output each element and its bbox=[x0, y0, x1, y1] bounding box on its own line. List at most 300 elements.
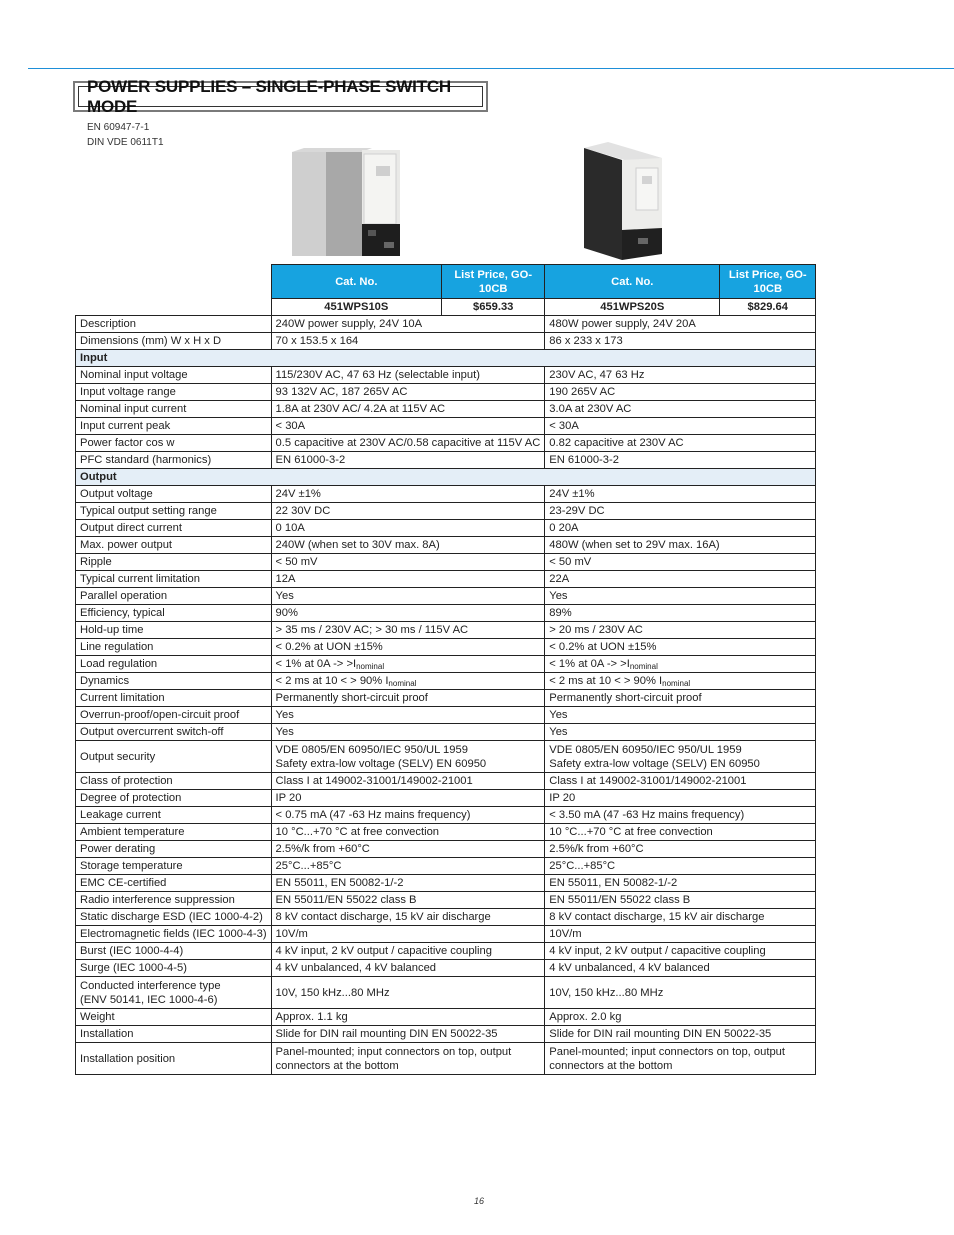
spec-value-451wps20s bbox=[545, 824, 816, 841]
spec-label bbox=[76, 858, 272, 875]
spec-label-text: Degree of protection bbox=[80, 792, 182, 804]
spec-label bbox=[76, 605, 272, 622]
spec-row bbox=[76, 858, 816, 875]
spec-label bbox=[76, 367, 272, 384]
top-rule bbox=[28, 68, 954, 69]
spec-label-text: Efficiency, typical bbox=[80, 607, 165, 619]
spec-value-451wps20s bbox=[545, 401, 816, 418]
spec-value-451wps10s bbox=[271, 503, 545, 520]
spec-value-451wps10s-text: Permanently short-circuit proof bbox=[275, 692, 428, 704]
spec-value-451wps10s bbox=[271, 486, 545, 503]
spec-value-451wps20s bbox=[545, 773, 816, 790]
cat-no-header: Cat. No. bbox=[271, 265, 442, 299]
spec-label-text: Radio interference suppression bbox=[80, 894, 235, 906]
spec-value-451wps20s-text: 10V, 150 kHz...80 MHz bbox=[549, 986, 664, 999]
standard-item: DIN VDE 0611T1 bbox=[87, 137, 164, 148]
spec-row bbox=[76, 571, 816, 588]
spec-value-451wps10s-text: Panel-mounted; input connectors on top, output bbox=[275, 1045, 512, 1058]
spec-label-text: Typical output setting range bbox=[80, 505, 217, 517]
spec-row bbox=[76, 537, 816, 554]
spec-value-451wps20s-text: 24V ±1% bbox=[549, 488, 595, 500]
spec-value-451wps20s-text: Panel-mounted; input connectors on top, output bbox=[549, 1045, 785, 1058]
spec-label bbox=[76, 673, 272, 690]
spec-value-451wps20s bbox=[545, 790, 816, 807]
spec-row bbox=[76, 333, 816, 350]
spec-label-text: Dynamics bbox=[80, 675, 130, 687]
spec-label-text: Input voltage range bbox=[80, 386, 176, 398]
spec-label-text: Load regulation bbox=[80, 658, 158, 670]
spec-value-451wps10s-text: IP 20 bbox=[275, 792, 302, 804]
spec-value-451wps20s-text: 480W (when set to 29V max. 16A) bbox=[549, 539, 720, 551]
spec-label-text: Nominal input current bbox=[80, 403, 187, 415]
spec-label-text: Parallel operation bbox=[80, 590, 168, 602]
spec-value-451wps20s bbox=[545, 656, 816, 673]
spec-value-451wps20s-text: 22A bbox=[549, 573, 570, 585]
spec-value-451wps20s-text: < 1% at 0A -> >I bbox=[549, 658, 630, 670]
list-price-header: List Price, GO-10CB bbox=[442, 265, 545, 299]
spec-label bbox=[76, 622, 272, 639]
spec-value-451wps10s-text: 8 kV contact discharge, 15 kV air discharge bbox=[275, 911, 491, 923]
spec-value-451wps10s bbox=[271, 639, 545, 656]
subscript: nominal bbox=[388, 679, 417, 688]
spec-value-451wps20s-text: 89% bbox=[549, 607, 572, 619]
spec-label bbox=[76, 1026, 272, 1043]
spec-label-text: EMC CE-certified bbox=[80, 877, 167, 889]
spec-value-451wps20s-text: 0.82 capacitive at 230V AC bbox=[549, 437, 684, 449]
spec-label bbox=[76, 656, 272, 673]
spec-value-451wps10s bbox=[271, 741, 545, 773]
spec-label-text: PFC standard (harmonics) bbox=[80, 454, 212, 466]
spec-value-451wps20s bbox=[545, 418, 816, 435]
spec-row bbox=[76, 503, 816, 520]
spec-value-451wps20s bbox=[545, 1043, 816, 1075]
section-row bbox=[76, 469, 816, 486]
spec-label bbox=[76, 1009, 272, 1026]
spec-value-451wps10s bbox=[271, 316, 545, 333]
spec-value-451wps20s bbox=[545, 520, 816, 537]
spec-value-451wps20s-text: 190 265V AC bbox=[549, 386, 616, 398]
spec-value-451wps20s-text: 480W power supply, 24V 20A bbox=[549, 318, 696, 330]
spec-value-451wps20s-text: 8 kV contact discharge, 15 kV air discharge bbox=[549, 911, 765, 923]
spec-value-451wps20s-text: 23-29V DC bbox=[549, 505, 605, 517]
section-row bbox=[76, 350, 816, 367]
spec-label bbox=[76, 571, 272, 588]
spec-value-451wps10s bbox=[271, 943, 545, 960]
spec-value-451wps20s bbox=[545, 741, 816, 773]
spec-label bbox=[76, 909, 272, 926]
spec-value-451wps20s bbox=[545, 452, 816, 469]
spec-value-451wps10s bbox=[271, 656, 545, 673]
spec-value-451wps10s bbox=[271, 892, 545, 909]
spec-label bbox=[76, 977, 272, 1009]
spec-value-451wps10s-text: 22 30V DC bbox=[275, 505, 331, 517]
spec-label bbox=[76, 520, 272, 537]
spec-label-text: Line regulation bbox=[80, 641, 154, 653]
spec-row bbox=[76, 656, 816, 673]
spec-value-451wps10s-text: < 50 mV bbox=[275, 556, 318, 568]
section-header: Input bbox=[76, 350, 816, 367]
spec-row bbox=[76, 639, 816, 656]
spec-row bbox=[76, 943, 816, 960]
spec-value-451wps10s-text: EN 61000-3-2 bbox=[275, 454, 346, 466]
spec-value-451wps10s-text: 90% bbox=[275, 607, 298, 619]
spec-value-451wps20s bbox=[545, 858, 816, 875]
spec-value-451wps20s bbox=[545, 926, 816, 943]
spec-value-451wps20s-text: > 20 ms / 230V AC bbox=[549, 624, 643, 636]
subscript: nominal bbox=[662, 679, 691, 688]
page-number: 16 bbox=[474, 1196, 485, 1206]
spec-value-451wps10s-text: EN 55011, EN 50082-1/-2 bbox=[275, 877, 404, 889]
spec-value-451wps10s bbox=[271, 554, 545, 571]
spec-value-451wps10s-text: < 0.75 mA (47 -63 Hz mains frequency) bbox=[275, 809, 471, 821]
spec-label bbox=[76, 807, 272, 824]
spec-label-text: Ripple bbox=[80, 556, 112, 568]
page-title: POWER SUPPLIES – SINGLE-PHASE SWITCH MODE bbox=[78, 86, 483, 107]
spec-label-text: Storage temperature bbox=[80, 860, 183, 872]
spec-value-451wps20s-text: EN 55011, EN 50082-1/-2 bbox=[549, 877, 678, 889]
spec-value-451wps20s-text: Yes bbox=[549, 590, 568, 602]
cat-no-cell: 451WPS10S bbox=[271, 299, 442, 316]
spec-value-451wps10s-text-line2: Safety extra-low voltage (SELV) EN 60950 bbox=[275, 757, 487, 770]
spec-row bbox=[76, 418, 816, 435]
spec-value-451wps20s bbox=[545, 960, 816, 977]
table-header-row bbox=[76, 265, 816, 299]
spec-row bbox=[76, 977, 816, 1009]
spec-label bbox=[76, 943, 272, 960]
spec-value-451wps10s bbox=[271, 1009, 545, 1026]
spec-row bbox=[76, 1026, 816, 1043]
spec-label bbox=[76, 707, 272, 724]
spec-value-451wps20s-text-line2: connectors at the bottom bbox=[549, 1059, 673, 1072]
spec-value-451wps20s bbox=[545, 622, 816, 639]
standards-list bbox=[87, 120, 164, 150]
list-price-header: List Price, GO-10CB bbox=[720, 265, 816, 299]
spec-label bbox=[76, 316, 272, 333]
spec-value-451wps20s bbox=[545, 384, 816, 401]
spec-row bbox=[76, 960, 816, 977]
spec-value-451wps10s-text: < 1% at 0A -> >I bbox=[275, 658, 357, 670]
subscript: nominal bbox=[356, 662, 385, 671]
spec-value-451wps20s-text: 2.5%/k from +60°C bbox=[549, 843, 644, 855]
spec-label bbox=[76, 824, 272, 841]
spec-value-451wps10s bbox=[271, 875, 545, 892]
spec-row bbox=[76, 824, 816, 841]
spec-label-text: Leakage current bbox=[80, 809, 161, 821]
spec-value-451wps20s bbox=[545, 316, 816, 333]
spec-value-451wps10s bbox=[271, 858, 545, 875]
spec-value-451wps10s bbox=[271, 909, 545, 926]
spec-value-451wps10s bbox=[271, 707, 545, 724]
spec-value-451wps10s bbox=[271, 520, 545, 537]
spec-value-451wps10s-text: 10V/m bbox=[275, 928, 308, 940]
spec-value-451wps20s-text: < 30A bbox=[549, 420, 579, 432]
spec-value-451wps10s-text: < 2 ms at 10 < > 90% I bbox=[275, 675, 389, 687]
spec-label bbox=[76, 503, 272, 520]
spec-value-451wps10s-text: 93 132V AC, 187 265V AC bbox=[275, 386, 408, 398]
price-cell: $829.64 bbox=[720, 299, 816, 316]
spec-value-451wps20s bbox=[545, 435, 816, 452]
spec-table bbox=[75, 264, 816, 1075]
spec-row bbox=[76, 673, 816, 690]
spec-value-451wps20s-text: 3.0A at 230V AC bbox=[549, 403, 632, 415]
spec-value-451wps10s-text: 240W (when set to 30V max. 8A) bbox=[275, 539, 440, 551]
spec-row bbox=[76, 690, 816, 707]
section-header: Output bbox=[76, 469, 816, 486]
spec-label-text: Nominal input voltage bbox=[80, 369, 188, 381]
spec-label bbox=[76, 384, 272, 401]
spec-label bbox=[76, 790, 272, 807]
spec-label bbox=[76, 926, 272, 943]
spec-label-text: Output security bbox=[80, 750, 156, 763]
spec-value-451wps20s-text: Class I at 149002-31001/149002-21001 bbox=[549, 775, 747, 787]
spec-value-451wps10s bbox=[271, 1026, 545, 1043]
spec-row bbox=[76, 605, 816, 622]
spec-value-451wps10s-text: Yes bbox=[275, 709, 294, 721]
spec-row bbox=[76, 316, 816, 333]
spec-value-451wps10s bbox=[271, 333, 545, 350]
spec-label bbox=[76, 741, 272, 773]
spec-value-451wps20s-text: 86 x 233 x 173 bbox=[549, 335, 623, 347]
spec-value-451wps10s bbox=[271, 537, 545, 554]
spec-value-451wps10s bbox=[271, 367, 545, 384]
spec-row bbox=[76, 452, 816, 469]
spec-row bbox=[76, 588, 816, 605]
spec-row bbox=[76, 892, 816, 909]
spec-value-451wps10s-text: Approx. 1.1 kg bbox=[275, 1011, 348, 1023]
spec-value-451wps20s bbox=[545, 571, 816, 588]
product-image-451wps20s bbox=[582, 142, 664, 260]
cat-no-cell: 451WPS20S bbox=[545, 299, 720, 316]
spec-value-451wps10s bbox=[271, 605, 545, 622]
spec-value-451wps10s-text: Class I at 149002-31001/149002-21001 bbox=[275, 775, 473, 787]
spec-value-451wps20s bbox=[545, 875, 816, 892]
product-image-451wps10s bbox=[290, 146, 402, 258]
spec-value-451wps20s bbox=[545, 673, 816, 690]
spec-row bbox=[76, 773, 816, 790]
spec-value-451wps10s bbox=[271, 401, 545, 418]
spec-label-text: Max. power output bbox=[80, 539, 173, 551]
spec-value-451wps10s bbox=[271, 1043, 545, 1075]
subscript: nominal bbox=[629, 662, 658, 671]
spec-row bbox=[76, 1009, 816, 1026]
spec-value-451wps10s-text: < 30A bbox=[275, 420, 306, 432]
spec-value-451wps20s-text: 10 °C...+70 °C at free convection bbox=[549, 826, 713, 838]
spec-value-451wps20s-text: 4 kV input, 2 kV output / capacitive coupling bbox=[549, 945, 766, 957]
spec-label-text: Dimensions (mm) W x H x D bbox=[80, 335, 222, 347]
spec-value-451wps20s-text: VDE 0805/EN 60950/IEC 950/UL 1959 bbox=[549, 743, 742, 756]
spec-value-451wps20s bbox=[545, 943, 816, 960]
spec-value-451wps10s bbox=[271, 452, 545, 469]
spec-label-text: Burst (IEC 1000-4-4) bbox=[80, 945, 184, 957]
spec-row bbox=[76, 875, 816, 892]
spec-value-451wps20s-text: 10V/m bbox=[549, 928, 582, 940]
spec-value-451wps10s-text: 240W power supply, 24V 10A bbox=[275, 318, 423, 330]
spec-value-451wps10s bbox=[271, 622, 545, 639]
spec-label bbox=[76, 418, 272, 435]
spec-value-451wps20s bbox=[545, 909, 816, 926]
spec-value-451wps20s-text-line2: Safety extra-low voltage (SELV) EN 60950 bbox=[549, 757, 760, 770]
spec-value-451wps20s-text: 230V AC, 47 63 Hz bbox=[549, 369, 645, 381]
spec-label-text: Output overcurrent switch-off bbox=[80, 726, 224, 738]
spec-row bbox=[76, 724, 816, 741]
spec-value-451wps10s-text: EN 55011/EN 55022 class B bbox=[275, 894, 417, 906]
spec-value-451wps20s-text: Yes bbox=[549, 726, 568, 738]
spec-value-451wps10s bbox=[271, 824, 545, 841]
price-cell: $659.33 bbox=[442, 299, 545, 316]
spec-value-451wps20s bbox=[545, 977, 816, 1009]
spec-value-451wps20s bbox=[545, 486, 816, 503]
spec-value-451wps20s bbox=[545, 605, 816, 622]
spec-value-451wps10s bbox=[271, 435, 545, 452]
spec-value-451wps20s bbox=[545, 841, 816, 858]
spec-row bbox=[76, 367, 816, 384]
spec-row bbox=[76, 384, 816, 401]
spec-value-451wps20s bbox=[545, 554, 816, 571]
spec-value-451wps20s-text: IP 20 bbox=[549, 792, 576, 804]
spec-value-451wps20s bbox=[545, 333, 816, 350]
spec-label bbox=[76, 333, 272, 350]
spec-value-451wps20s bbox=[545, 892, 816, 909]
spec-label bbox=[76, 537, 272, 554]
standard-item: EN 60947-7-1 bbox=[87, 122, 150, 133]
spec-label bbox=[76, 773, 272, 790]
spec-value-451wps20s bbox=[545, 707, 816, 724]
spec-value-451wps10s bbox=[271, 588, 545, 605]
spec-value-451wps20s-text: < 3.50 mA (47 -63 Hz mains frequency) bbox=[549, 809, 745, 821]
spec-row bbox=[76, 790, 816, 807]
spec-row bbox=[76, 841, 816, 858]
spec-label-text: Output voltage bbox=[80, 488, 153, 500]
spec-label-text: Weight bbox=[80, 1011, 115, 1023]
spec-label-text: Input current peak bbox=[80, 420, 171, 432]
spec-value-451wps10s bbox=[271, 977, 545, 1009]
spec-label-text: Typical current limitation bbox=[80, 573, 200, 585]
spec-body bbox=[76, 316, 816, 1075]
spec-value-451wps10s-text: Yes bbox=[275, 726, 294, 738]
spec-label-text: Description bbox=[80, 318, 136, 330]
spec-label-text: Output direct current bbox=[80, 522, 182, 534]
spec-row bbox=[76, 554, 816, 571]
spec-value-451wps20s bbox=[545, 639, 816, 656]
spec-value-451wps20s-text: EN 55011/EN 55022 class B bbox=[549, 894, 691, 906]
spec-value-451wps20s-text: < 2 ms at 10 < > 90% I bbox=[549, 675, 663, 687]
spec-row bbox=[76, 401, 816, 418]
spec-label-text: Class of protection bbox=[80, 775, 173, 787]
spec-row bbox=[76, 926, 816, 943]
spec-value-451wps10s bbox=[271, 418, 545, 435]
spec-value-451wps10s bbox=[271, 384, 545, 401]
spec-value-451wps10s bbox=[271, 773, 545, 790]
spec-value-451wps20s bbox=[545, 537, 816, 554]
spec-row bbox=[76, 807, 816, 824]
spec-label-text: Conducted interference type bbox=[80, 979, 221, 992]
spec-value-451wps20s bbox=[545, 807, 816, 824]
spec-value-451wps10s bbox=[271, 807, 545, 824]
spec-label-text: Power factor cos w bbox=[80, 437, 175, 449]
spec-value-451wps10s-text: 70 x 153.5 x 164 bbox=[275, 335, 359, 347]
spec-value-451wps10s bbox=[271, 841, 545, 858]
spec-value-451wps20s-text: EN 61000-3-2 bbox=[549, 454, 619, 466]
spec-row bbox=[76, 741, 816, 773]
title-frame bbox=[73, 76, 488, 116]
spec-value-451wps10s-text: 10 °C...+70 °C at free convection bbox=[275, 826, 440, 838]
spec-value-451wps20s-text: < 50 mV bbox=[549, 556, 592, 568]
spec-label-text: Hold-up time bbox=[80, 624, 144, 636]
spec-label bbox=[76, 841, 272, 858]
spec-label-text: Ambient temperature bbox=[80, 826, 185, 838]
spec-row bbox=[76, 486, 816, 503]
spec-label bbox=[76, 875, 272, 892]
spec-value-451wps20s bbox=[545, 724, 816, 741]
spec-value-451wps20s bbox=[545, 1026, 816, 1043]
spec-value-451wps20s bbox=[545, 690, 816, 707]
spec-label-text: Current limitation bbox=[80, 692, 165, 704]
spec-row bbox=[76, 707, 816, 724]
spec-value-451wps20s bbox=[545, 588, 816, 605]
spec-value-451wps10s-text: 0.5 capacitive at 230V AC/0.58 capacitive at 115V AC bbox=[275, 437, 541, 449]
spec-value-451wps20s-text: Permanently short-circuit proof bbox=[549, 692, 702, 704]
spec-value-451wps20s-text: Approx. 2.0 kg bbox=[549, 1011, 622, 1023]
spec-value-451wps10s-text-line2: connectors at the bottom bbox=[275, 1059, 399, 1072]
spec-value-451wps10s bbox=[271, 724, 545, 741]
spec-label bbox=[76, 690, 272, 707]
spec-label-text: Static discharge ESD (IEC 1000-4-2) bbox=[80, 911, 263, 923]
spec-row bbox=[76, 622, 816, 639]
spec-value-451wps10s-text: 115/230V AC, 47 63 Hz (selectable input) bbox=[275, 369, 480, 381]
spec-label-text: Electromagnetic fields (IEC 1000-4-3) bbox=[80, 928, 267, 940]
spec-value-451wps20s-text: Slide for DIN rail mounting DIN EN 50022-35 bbox=[549, 1028, 772, 1040]
spec-label-text: Installation position bbox=[80, 1052, 176, 1065]
spec-label bbox=[76, 452, 272, 469]
spec-value-451wps10s-text: 12A bbox=[275, 573, 296, 585]
spec-value-451wps10s-text: VDE 0805/EN 60950/IEC 950/UL 1959 bbox=[275, 743, 468, 756]
spec-value-451wps10s bbox=[271, 571, 545, 588]
spec-value-451wps20s-text: 0 20A bbox=[549, 522, 579, 534]
spec-value-451wps10s-text: 10V, 150 kHz...80 MHz bbox=[275, 986, 390, 999]
spec-label-text-line2: (ENV 50141, IEC 1000-4-6) bbox=[80, 993, 218, 1006]
spec-label bbox=[76, 724, 272, 741]
spec-value-451wps20s-text: 25°C...+85°C bbox=[549, 860, 616, 872]
spec-label bbox=[76, 401, 272, 418]
spec-row bbox=[76, 520, 816, 537]
spec-label-text: Overrun-proof/open-circuit proof bbox=[80, 709, 240, 721]
spec-label bbox=[76, 554, 272, 571]
spec-value-451wps20s-text: 4 kV unbalanced, 4 kV balanced bbox=[549, 962, 710, 974]
spec-value-451wps10s-text: 0 10A bbox=[275, 522, 305, 534]
spec-value-451wps10s-text: < 0.2% at UON ±15% bbox=[275, 641, 383, 653]
spec-value-451wps10s-text: 25°C...+85°C bbox=[275, 860, 342, 872]
spec-row bbox=[76, 1043, 816, 1075]
spec-row bbox=[76, 909, 816, 926]
spec-value-451wps10s-text: Slide for DIN rail mounting DIN EN 50022-35 bbox=[275, 1028, 498, 1040]
spec-value-451wps10s-text: 24V ±1% bbox=[275, 488, 321, 500]
spec-label-text: Installation bbox=[80, 1028, 134, 1040]
spec-value-451wps10s bbox=[271, 790, 545, 807]
spec-value-451wps20s bbox=[545, 1009, 816, 1026]
spec-value-451wps10s-text: Yes bbox=[275, 590, 294, 602]
spec-value-451wps10s bbox=[271, 960, 545, 977]
spec-value-451wps10s-text: > 35 ms / 230V AC; > 30 ms / 115V AC bbox=[275, 624, 469, 636]
spec-label-text: Surge (IEC 1000-4-5) bbox=[80, 962, 187, 974]
spec-value-451wps10s bbox=[271, 673, 545, 690]
spec-value-451wps10s-text: 2.5%/k from +60°C bbox=[275, 843, 370, 855]
spec-value-451wps10s-text: 4 kV unbalanced, 4 kV balanced bbox=[275, 962, 437, 974]
spec-label bbox=[76, 1043, 272, 1075]
spec-value-451wps10s-text: 1.8A at 230V AC/ 4.2A at 115V AC bbox=[275, 403, 446, 415]
spec-label bbox=[76, 588, 272, 605]
spec-value-451wps10s bbox=[271, 690, 545, 707]
spec-value-451wps10s-text: 4 kV input, 2 kV output / capacitive coupling bbox=[275, 945, 492, 957]
